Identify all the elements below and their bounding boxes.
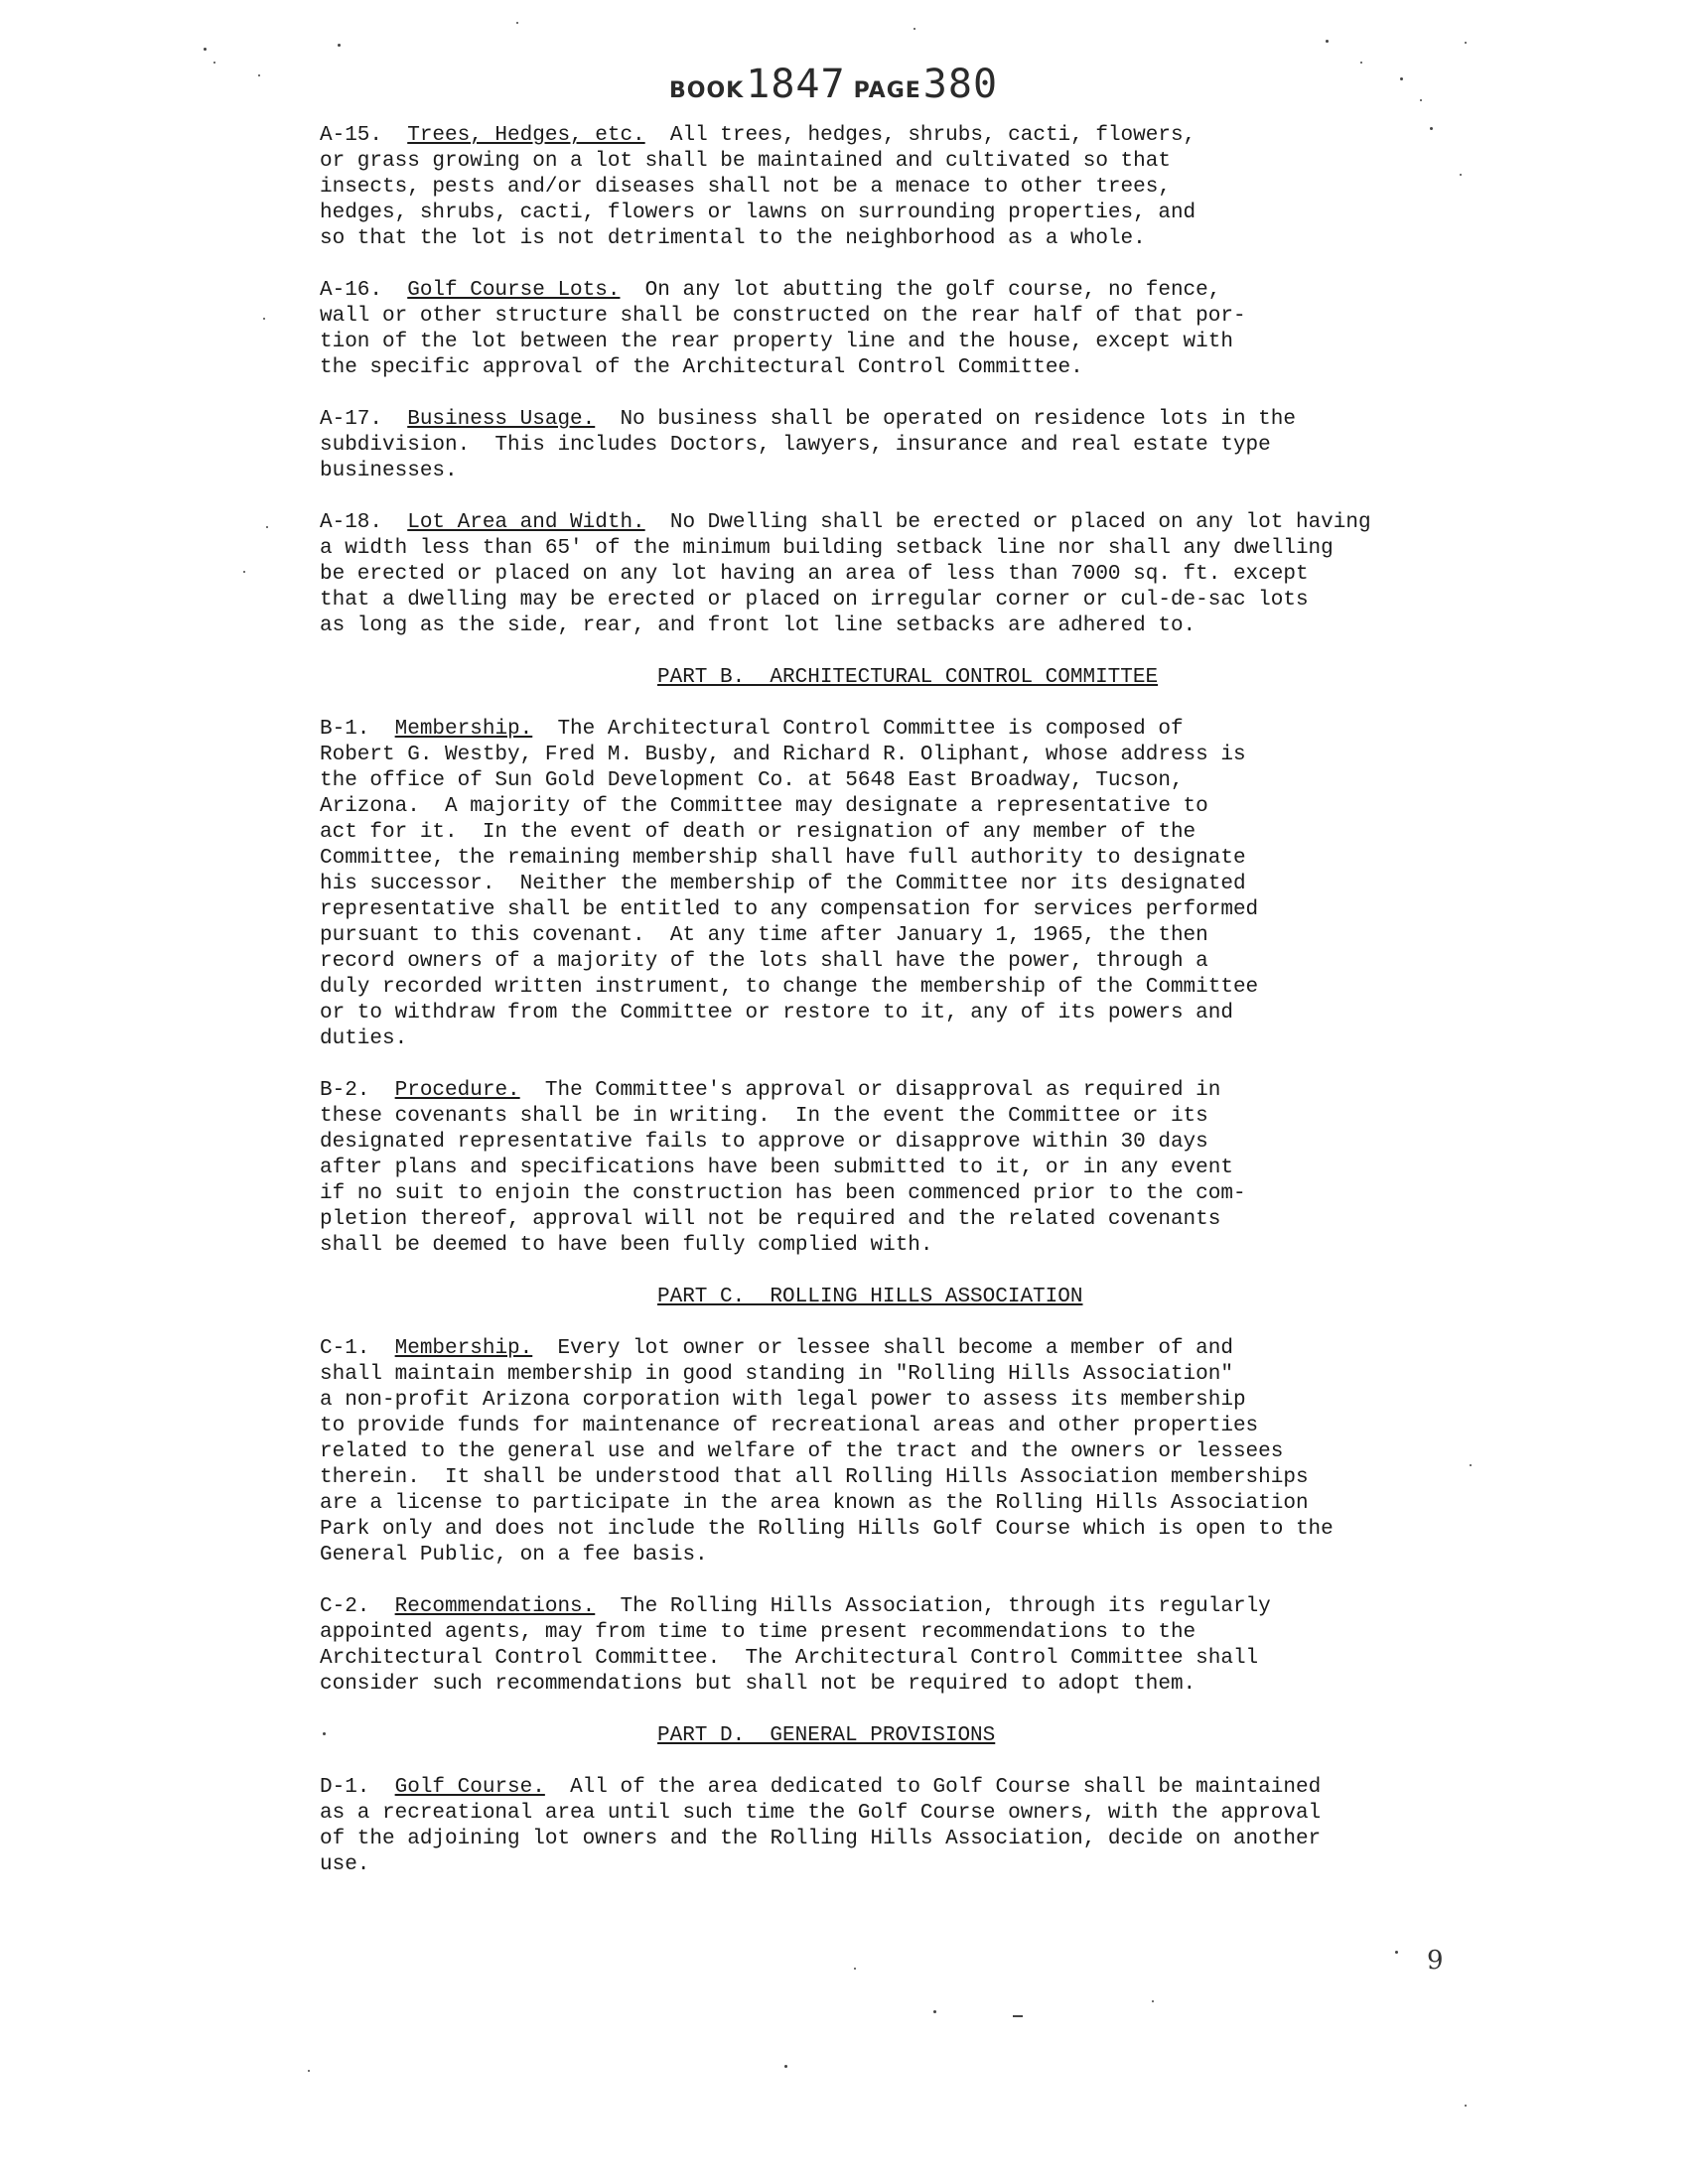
section-paragraph [320, 1594, 1452, 1698]
text-line: a width less than 65' of the minimum building setback line nor shall any dwelling [320, 537, 1334, 560]
text-line: his successor. Neither the membership of the Committee nor its designated [320, 873, 1246, 895]
text-line: All of the area dedicated to Golf Course shall be maintained [544, 1776, 1322, 1799]
text-line: businesses. [320, 460, 458, 482]
section-paragraph [320, 1336, 1452, 1569]
text-line: shall be deemed to have been fully complied with. [320, 1234, 933, 1257]
text-line: the office of Sun Gold Development Co. at 5648 East Broadway, Tucson, [320, 769, 1184, 792]
section-paragraph [320, 1078, 1452, 1259]
section-paragraph [320, 278, 1452, 381]
text-line: All trees, hedges, shrubs, cacti, flowers, [644, 124, 1196, 147]
text-line: shall maintain membership in good standing in "Rolling Hills Association" [320, 1363, 1233, 1386]
text-line: No business shall be operated on residence lots in the [595, 408, 1296, 431]
section-number: C-1. [320, 1337, 395, 1360]
text-line: subdivision. This includes Doctors, lawyers, insurance and real estate type [320, 434, 1271, 457]
text-line: as a recreational area until such time the Golf Course owners, with the approval [320, 1802, 1322, 1825]
text-line: so that the lot is not detrimental to the neighborhood as a whole. [320, 227, 1146, 250]
stamp-page-number: 380 [922, 62, 999, 107]
section-heading: Procedure. [394, 1079, 520, 1102]
section-heading: Membership. [394, 1337, 533, 1360]
section-number: D-1. [320, 1776, 395, 1799]
text-line: to provide funds for maintenance of recreational areas and other properties [320, 1415, 1259, 1437]
text-line: No Dwelling shall be erected or placed on any lot having [644, 511, 1371, 534]
section-heading: Membership. [394, 718, 533, 741]
text-line: if no suit to enjoin the construction has been commenced prior to the com- [320, 1182, 1246, 1205]
text-line: related to the general use and welfare of the tract and the owners or lessees [320, 1440, 1284, 1463]
document-body [320, 123, 1452, 1904]
part-heading: PART C. ROLLING HILLS ASSOCIATION [657, 1286, 1083, 1308]
text-line: On any lot abutting the golf course, no fence, [620, 279, 1221, 302]
section-number: C-2. [320, 1595, 395, 1618]
text-line: these covenants shall be in writing. In the event the Committee or its [320, 1105, 1208, 1128]
text-line: Committee, the remaining membership shall have full authority to designate [320, 847, 1246, 870]
section-heading: Business Usage. [407, 408, 596, 431]
section-paragraph [320, 407, 1452, 484]
text-line: record owners of a majority of the lots shall have the power, through a [320, 950, 1208, 973]
page-number: 9 [1427, 1946, 1444, 1976]
text-line: that a dwelling may be erected or placed on irregular corner or cul-de-sac lots [320, 589, 1309, 612]
section-heading: Golf Course. [394, 1776, 545, 1799]
text-line: duly recorded written instrument, to change the membership of the Committee [320, 976, 1259, 999]
section-number: A-17. [320, 408, 408, 431]
text-line: be erected or placed on any lot having an area of less than 7000 sq. ft. except [320, 563, 1309, 586]
text-line: wall or other structure shall be constructed on the rear half of that por- [320, 305, 1246, 328]
section-paragraph [320, 717, 1452, 1052]
book-label: BOOK [669, 78, 745, 103]
text-line: therein. It shall be understood that all Rolling Hills Association memberships [320, 1466, 1309, 1489]
text-line: the specific approval of the Architectural Control Committee. [320, 356, 1083, 379]
text-line: use. [320, 1853, 370, 1876]
part-heading: PART B. ARCHITECTURAL CONTROL COMMITTEE [657, 666, 1159, 689]
text-line: representative shall be entitled to any compensation for services performed [320, 898, 1259, 921]
section-heading: Recommendations. [394, 1595, 596, 1618]
part-heading: PART D. GENERAL PROVISIONS [657, 1724, 996, 1747]
text-line: The Architectural Control Committee is composed of [532, 718, 1184, 741]
section-number: A-15. [320, 124, 408, 147]
text-line: appointed agents, may from time to time present recommendations to the [320, 1621, 1196, 1644]
section-heading: Trees, Hedges, etc. [407, 124, 645, 147]
text-line: or to withdraw from the Committee or restore to it, any of its powers and [320, 1002, 1233, 1024]
book-page-stamp [669, 62, 1006, 107]
section-paragraph [320, 1775, 1452, 1878]
text-line: insects, pests and/or diseases shall not be a menace to other trees, [320, 176, 1171, 199]
section-number: B-2. [320, 1079, 395, 1102]
text-line: a non-profit Arizona corporation with legal power to assess its membership [320, 1389, 1246, 1412]
text-line: pletion thereof, approval will not be required and the related covenants [320, 1208, 1221, 1231]
text-line: Robert G. Westby, Fred M. Busby, and Richard R. Oliphant, whose address is [320, 744, 1246, 766]
text-line: Every lot owner or lessee shall become a member of and [532, 1337, 1233, 1360]
section-heading: Lot Area and Width. [407, 511, 645, 534]
text-line: The Committee's approval or disapproval as required in [519, 1079, 1221, 1102]
text-line: of the adjoining lot owners and the Rolling Hills Association, decide on another [320, 1828, 1322, 1850]
text-line: The Rolling Hills Association, through its regularly [595, 1595, 1271, 1618]
book-number: 1847 [746, 62, 846, 107]
text-line: General Public, on a fee basis. [320, 1544, 708, 1567]
text-line: after plans and specifications have been submitted to it, or in any event [320, 1157, 1233, 1179]
text-line: as long as the side, rear, and front lot line setbacks are adhered to. [320, 614, 1196, 637]
text-line: consider such recommendations but shall not be required to adopt them. [320, 1673, 1196, 1696]
text-line: Arizona. A majority of the Committee may designate a representative to [320, 795, 1208, 818]
page-label: PAGE [853, 78, 921, 103]
section-paragraph [320, 123, 1452, 252]
section-number: B-1. [320, 718, 395, 741]
text-line: Architectural Control Committee. The Architectural Control Committee shall [320, 1647, 1259, 1670]
text-line: are a license to participate in the area known as the Rolling Hills Association [320, 1492, 1309, 1515]
text-line: or grass growing on a lot shall be maintained and cultivated so that [320, 150, 1171, 173]
text-line: act for it. In the event of death or resignation of any member of the [320, 821, 1196, 844]
text-line: hedges, shrubs, cacti, flowers or lawns on surrounding properties, and [320, 202, 1196, 224]
section-heading: Golf Course Lots. [407, 279, 621, 302]
section-number: A-18. [320, 511, 408, 534]
text-line: tion of the lot between the rear property line and the house, except with [320, 331, 1233, 353]
text-line: designated representative fails to approve or disapprove within 30 days [320, 1131, 1208, 1154]
text-line: pursuant to this covenant. At any time after January 1, 1965, the then [320, 924, 1208, 947]
text-line: duties. [320, 1027, 408, 1050]
text-line: Park only and does not include the Rolling Hills Golf Course which is open to the [320, 1518, 1334, 1541]
section-number: A-16. [320, 279, 408, 302]
section-paragraph [320, 510, 1452, 639]
